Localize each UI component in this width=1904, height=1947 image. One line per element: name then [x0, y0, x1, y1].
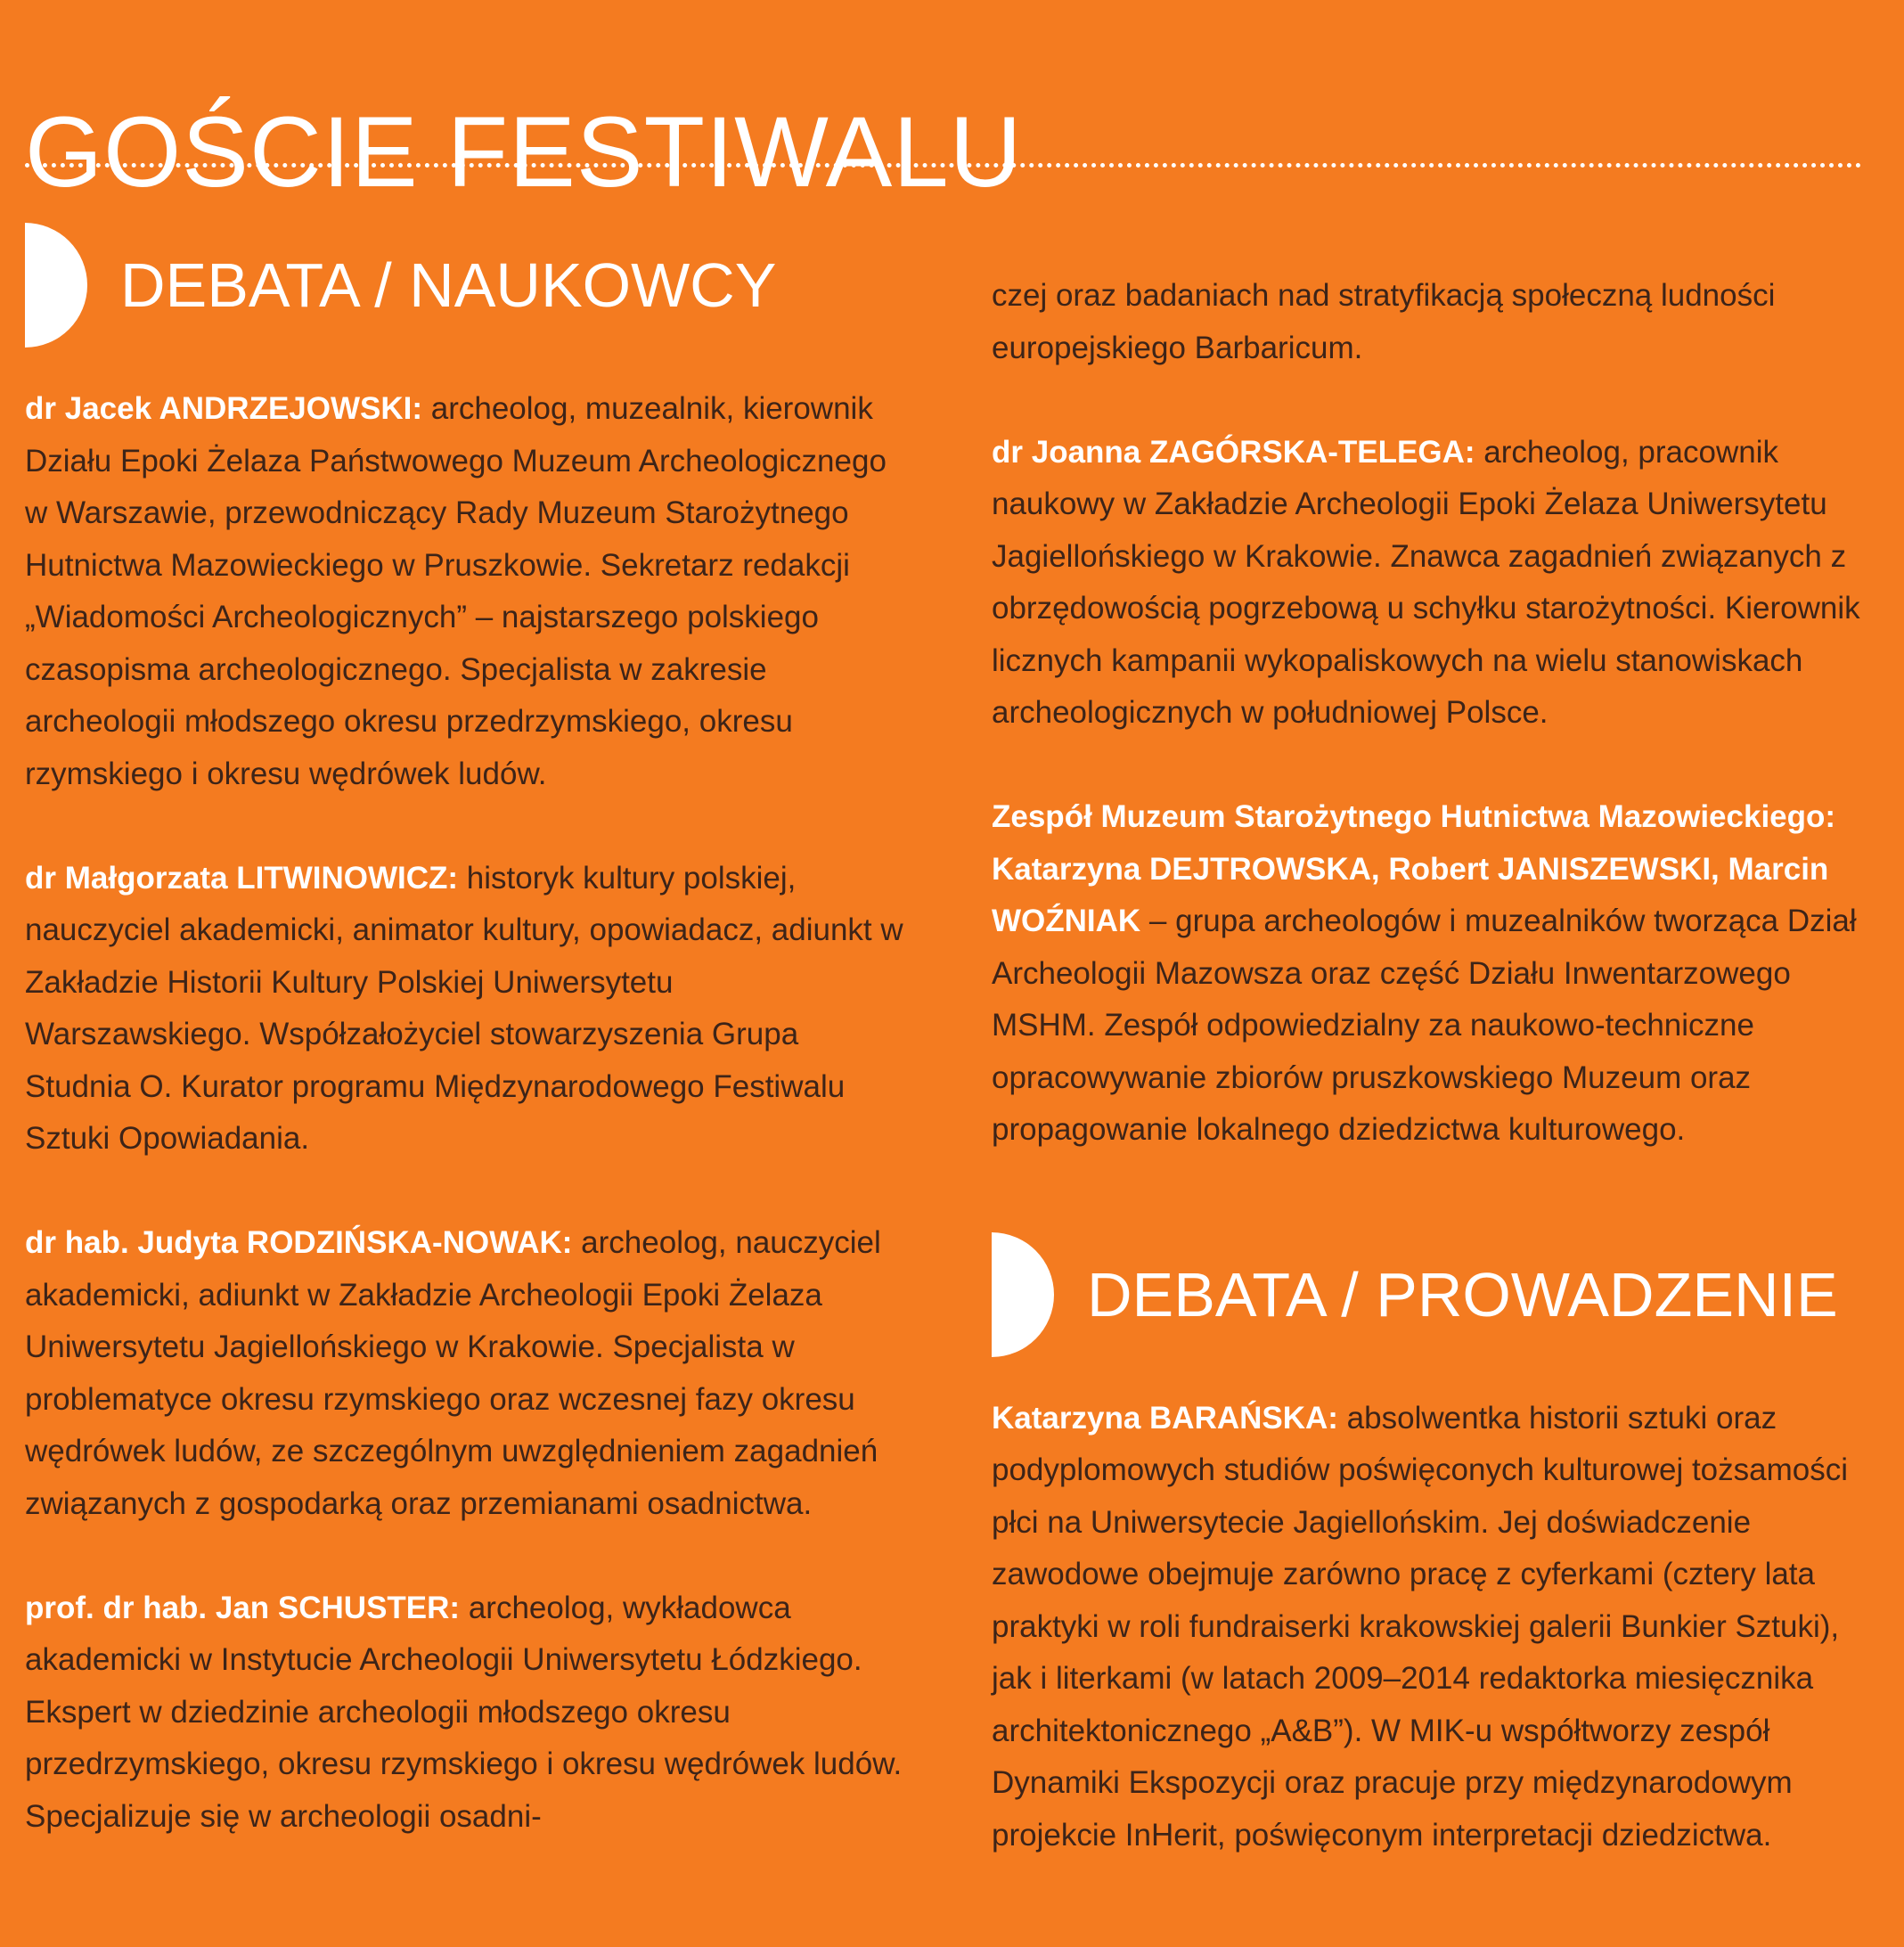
section-heading-text: DEBATA / NAUKOWCY	[120, 250, 777, 320]
page-title: GOŚCIE FESTIWALU	[25, 96, 1023, 209]
bio-name: dr Jacek ANDRZEJOWSKI:	[25, 391, 423, 426]
bio-name: prof. dr hab. Jan SCHUSTER:	[25, 1590, 461, 1625]
right-column	[992, 270, 1883, 1861]
bio-text: archeolog, muzealnik, kierownik Działu Epoki Żelaza Państwowego Muzeum Archeologicznego w Warszawie, przewodniczący Rady Muzeum Starożytnego Hutnictwa Mazowieckiego w Pruszkowie. Sekretarz redakcji „Wiadomości Archeologicznych” – najstarszego polskiego czasopisma archeologicznego. Specjalista w zakresie archeologii młodszego okresu przedrzymskiego, okresu rzymskiego i okresu wędrówek ludów.	[25, 391, 887, 791]
bio-text: archeolog, nauczyciel akademicki, adiunkt w Zakładzie Archeologii Epoki Żelaza Uniwersytetu Jagiellońskiego w Krakowie. Specjalista w problematyce okresu rzymskiego oraz wczesnej fazy okresu wędrówek ludów, ze szczególnym uwzględnieniem zagadnień związanych z gospodarką oraz przemianami osadnictwa.	[25, 1225, 881, 1521]
dotted-divider	[25, 163, 1862, 168]
half-circle-icon	[25, 223, 87, 348]
bio-name: dr hab. Judyta RODZIŃSKA-NOWAK:	[25, 1225, 573, 1260]
bio-schuster-continuation: czej oraz badaniach nad stratyfikacją społeczną ludności europejskiego Barbaricum.	[992, 278, 1776, 365]
bio-name: dr Małgorzata LITWINOWICZ:	[25, 860, 459, 896]
bio-text: historyk kultury polskiej, nauczyciel akademicki, animator kultury, opowiadacz, adiunkt w Zakładzie Historii Kultury Polskiej Uniwersytetu Warszawskiego. Współzałożyciel stowarzyszenia Grupa Studnia O. Kurator programu Międzynarodowego Festiwalu Sztuki Opowiadania.	[25, 860, 903, 1156]
section-heading-prowadzenie	[992, 1232, 1883, 1357]
bio-name: dr Joanna ZAGÓRSKA-TELEGA:	[992, 434, 1475, 470]
bio-baranska	[992, 1393, 1883, 1862]
left-column	[25, 223, 916, 1843]
bio-litwinowicz	[25, 853, 907, 1166]
bio-name: Zespół Muzeum Starożytnego Hutnictwa Mazowieckiego: Katarzyna DEJTROWSKA, Robert JANISZEWSKI, Marcin WOŹNIAK	[992, 799, 1836, 938]
section-heading-naukowcy	[25, 223, 916, 348]
bio-text: archeolog, wykładowca akademicki w Instytucie Archeologii Uniwersytetu Łódzkiego. Ekspert w dziedzinie archeologii młodszego okresu przedrzymskiego, okresu rzymskiego i okresu wędrówek ludów. Specjalizuje się w archeologii osadni-	[25, 1590, 903, 1834]
section-heading-text: DEBATA / PROWADZENIE	[1087, 1259, 1838, 1329]
bio-text: absolwentka historii sztuki oraz podyplomowych studiów poświęconych kulturowej tożsamości płci na Uniwersytecie Jagiellońskim. Jej doświadczenie zawodowe obejmuje zarówno pracę z cyferkami (cztery lata praktyki w roli fundraiserki krakowskiej galerii Bunkier Sztuki), jak i literkami (w latach 2009–2014 redaktorka miesięcznika architektonicznego „A&B”). W MIK-u współtworzy zespół Dynamiki Ekspozycji oraz pracuje przy międzynarodowym projekcie InHerit, poświęconym interpretacji dziedzictwa.	[992, 1400, 1848, 1853]
half-circle-icon	[992, 1232, 1054, 1357]
bio-text: archeolog, pracownik naukowy w Zakładzie Archeologii Epoki Żelaza Uniwersytetu Jagiellońskiego w Krakowie. Znawca zagadnień związanych z obrzędowością pogrzebową u schyłku starożytności. Kierownik licznych kampanii wykopaliskowych na wielu stanowiskach archeologicznych w południowej Polsce.	[992, 434, 1860, 730]
bio-andrzejowski	[25, 383, 907, 800]
bio-rodzinska	[25, 1217, 907, 1530]
bio-zagorska	[992, 427, 1883, 740]
bio-name: Katarzyna BARAŃSKA:	[992, 1400, 1338, 1436]
bio-schuster	[25, 1583, 907, 1844]
bio-text: – grupa archeologów i muzealników tworząca Dział Archeologii Mazowsza oraz część Działu Inwentarzowego MSHM. Zespół odpowiedzialny za naukowo-techniczne opracowywanie zbiorów pruszkowskiego Muzeum oraz propagowanie lokalnego dziedzictwa kulturowego.	[992, 904, 1857, 1147]
bio-zespol	[992, 791, 1883, 1157]
